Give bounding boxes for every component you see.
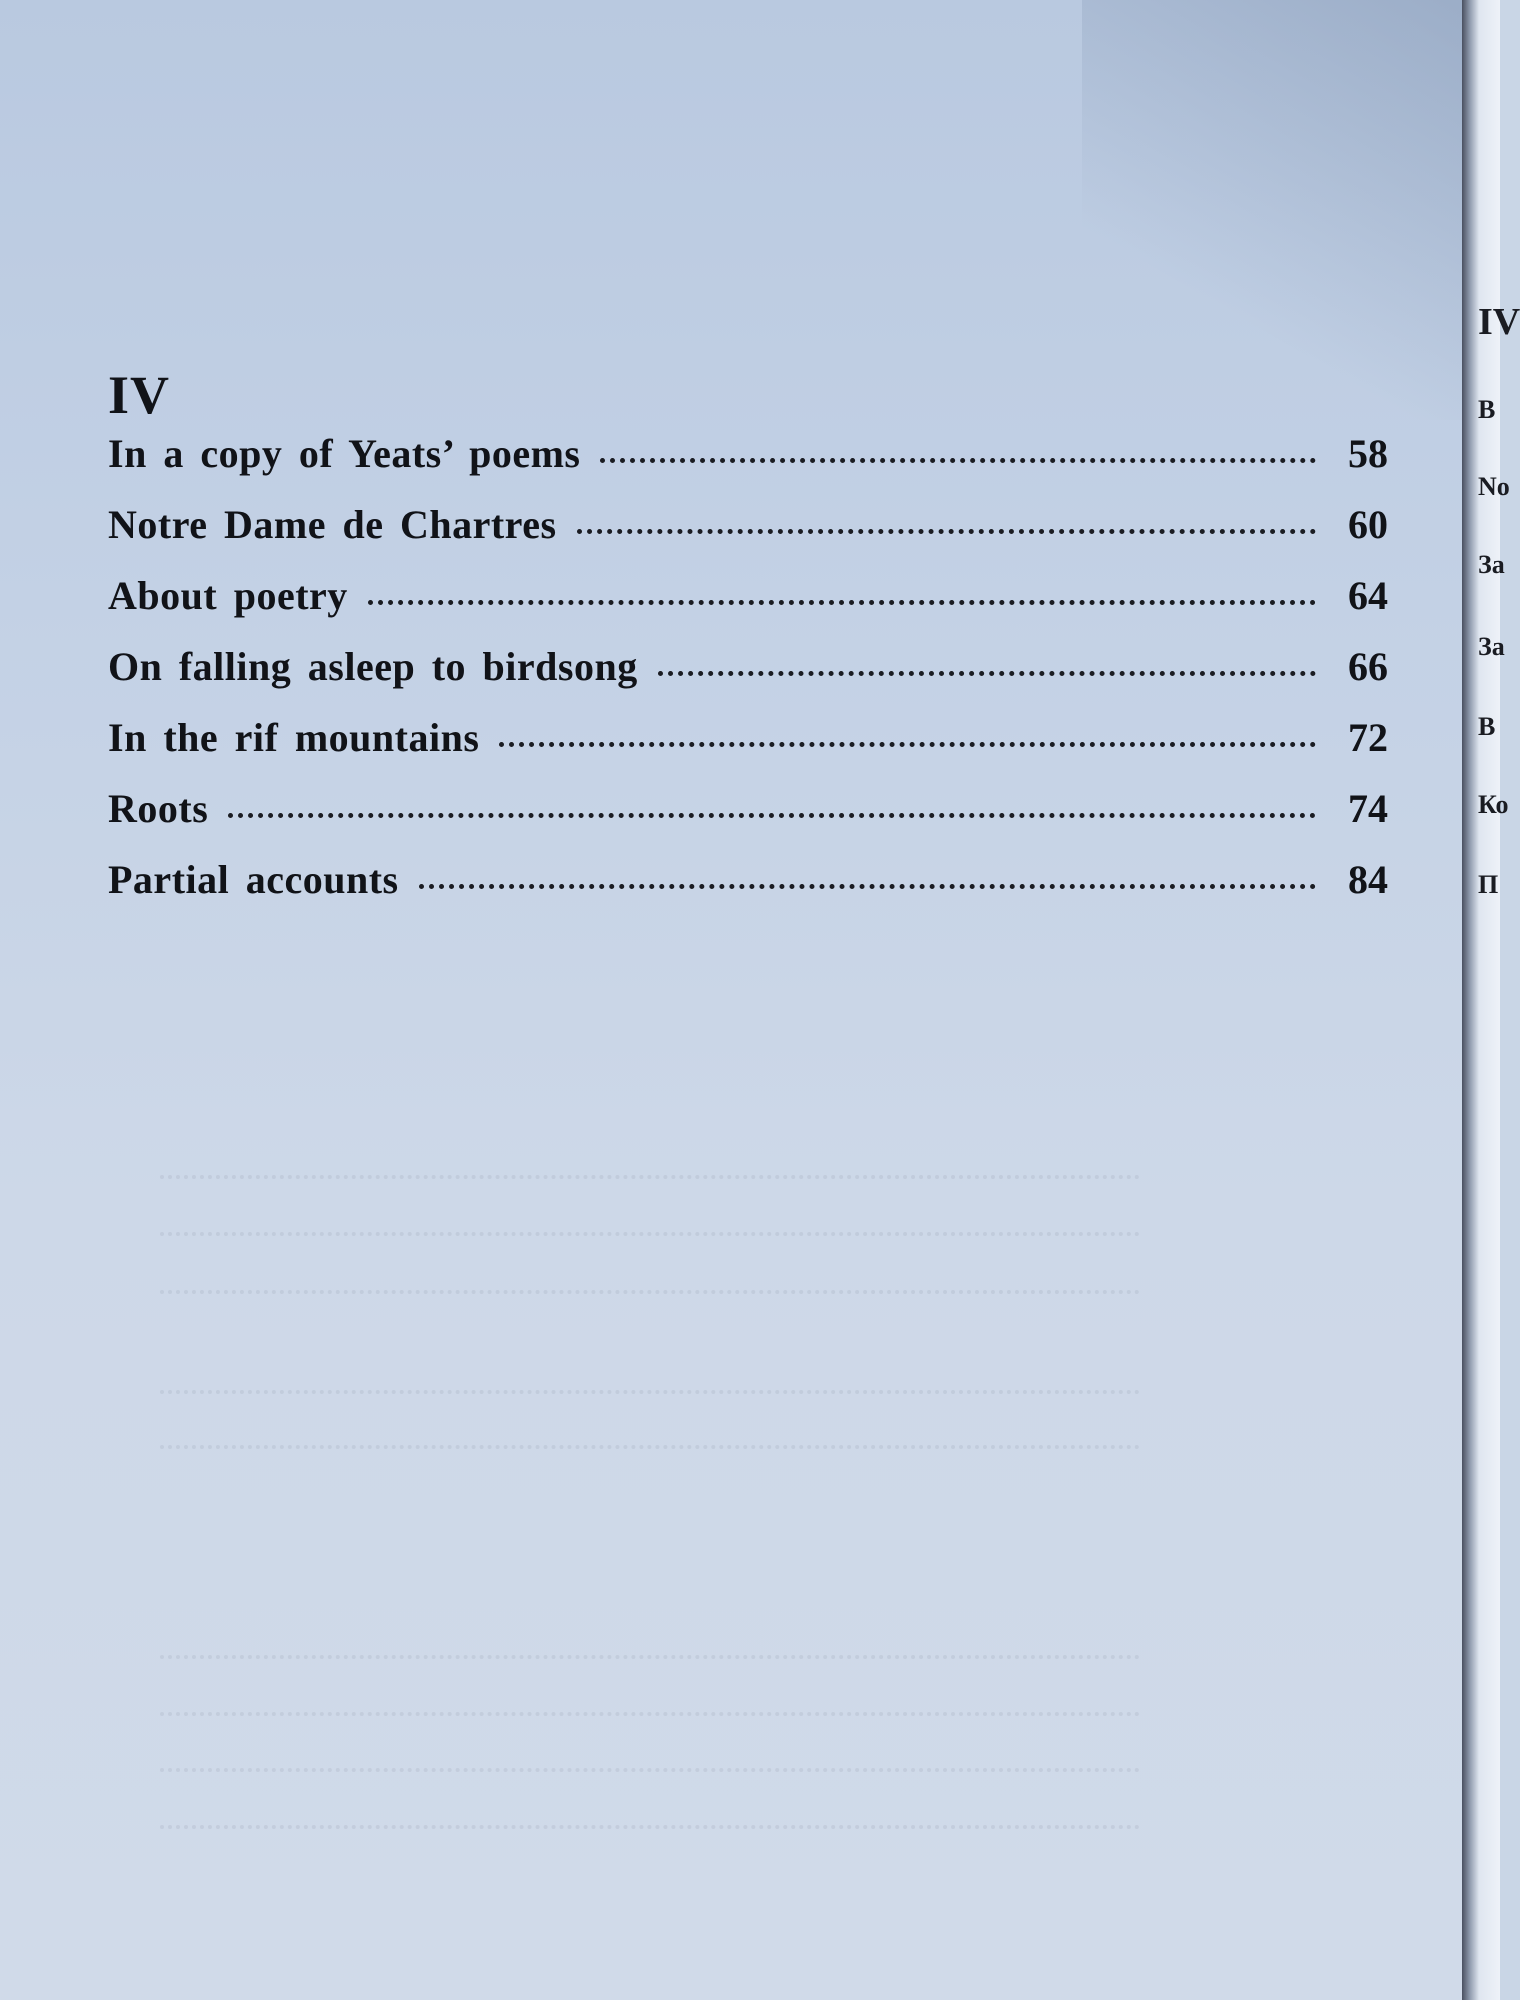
toc-entry-page: 74 [1348,786,1388,831]
toc-entry [108,856,1388,927]
facing-page-fragment: В [1478,712,1496,741]
toc-entry [108,572,1388,643]
toc-entry-page: 66 [1348,644,1388,689]
toc-entry-page: 72 [1348,715,1388,760]
toc-entry [108,714,1388,785]
dot-leader [499,742,1316,747]
facing-page-fragment: За [1478,632,1505,661]
bleed-through-dots [160,1390,1140,1394]
toc-entry [108,430,1388,501]
bleed-through-dots [160,1712,1140,1716]
bleed-through-dots [160,1232,1140,1236]
dot-leader [368,600,1316,605]
toc-entry-page: 84 [1348,857,1388,902]
facing-page-edge [1462,0,1520,2000]
facing-page-fragment: IV [1478,301,1520,343]
bleed-through-dots [160,1290,1140,1294]
toc-entry-title: Notre Dame de Chartres [108,502,557,547]
section-heading: IV [108,365,171,425]
facing-page-fragment: No [1478,472,1510,501]
facing-page-fragment: Ко [1478,790,1509,819]
toc-entry-title: About poetry [108,573,348,618]
toc-entry-page: 60 [1348,502,1388,547]
toc-entry-title: Roots [108,786,209,831]
toc-entry-page: 64 [1348,573,1388,618]
dot-leader [228,813,1316,818]
dot-leader [419,884,1316,889]
dot-leader [658,671,1316,676]
dot-leader [600,458,1316,463]
toc-entry-title: In a copy of Yeats’ poems [108,431,581,476]
page-shadow [1082,0,1462,420]
table-of-contents [108,430,1388,927]
toc-entry [108,785,1388,856]
facing-page-fragment: П [1478,870,1499,899]
bleed-through-dots [160,1445,1140,1449]
bleed-through-dots [160,1175,1140,1179]
toc-entry [108,643,1388,714]
toc-entry-title: In the rif mountains [108,715,480,760]
bleed-through-dots [160,1768,1140,1772]
toc-entry-title: On falling asleep to birdsong [108,644,638,689]
toc-entry-title: Partial accounts [108,857,399,902]
facing-page-fragment: В [1478,395,1496,424]
bleed-through-dots [160,1655,1140,1659]
facing-page-fragment: За [1478,550,1505,579]
toc-entry-page: 58 [1348,431,1388,476]
toc-entry [108,501,1388,572]
bleed-through-dots [160,1825,1140,1829]
dot-leader [577,529,1316,534]
